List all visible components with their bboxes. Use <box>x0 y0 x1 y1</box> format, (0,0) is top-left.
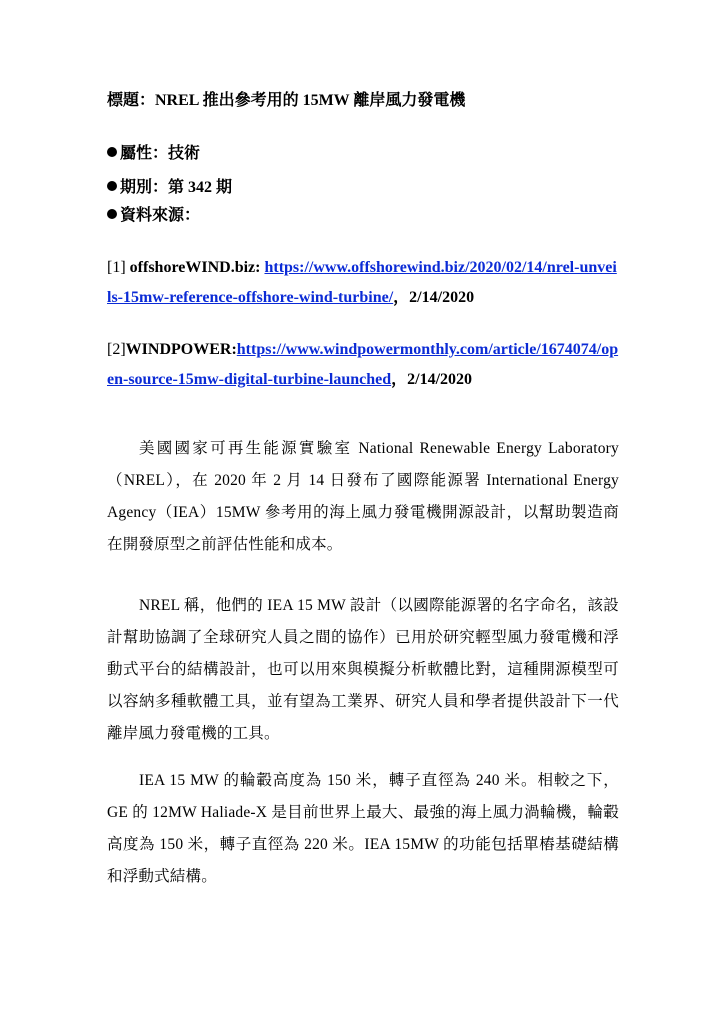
bullet-icon <box>107 181 117 191</box>
reference-1-link[interactable]: https://www.offshorewind.biz/2020/02/14/nrel-unveils-15mw-reference-offshore-wind-turbine/ <box>107 259 617 306</box>
reference-2 <box>107 335 619 395</box>
meta-attribute <box>107 141 619 167</box>
reference-1-index: [1] <box>107 259 126 276</box>
body-paragraph-2: NREL 稱，他們的 IEA 15 MW 設計（以國際能源署的名字命名，該設計幫助協調了全球研究人員之間的協作）已用於研究輕型風力發電機和浮動式平台的結構設計，也可以用來與模擬分析軟體比對，這種開源模型可以容納多種軟體工具，並有望為工業界、研究人員和學者提供設計下一代離岸風力發電機的工具。 <box>107 597 619 742</box>
reference-2-index: [2] <box>107 341 126 358</box>
body-paragraph-3: IEA 15 MW 的輪轂高度為 150 米，轉子直徑為 240 米。相較之下，GE 的 12MW Haliade-X 是目前世界上最大、最強的海上風力渦輪機，輪轂高度為 150 米，轉子直徑為 220 米。IEA 15MW 的功能包括單樁基礎結構和浮動式結構。 <box>107 772 619 885</box>
meta-source-heading-text: 資料來源： <box>120 207 201 224</box>
reference-2-date: ，2/14/2020 <box>391 371 473 388</box>
bullet-icon <box>107 209 117 219</box>
reference-1-date: ，2/14/2020 <box>393 289 475 306</box>
meta-source-heading <box>107 203 619 229</box>
meta-issue-text: 期別：第 342 期 <box>120 179 233 196</box>
reference-1 <box>107 253 619 313</box>
reference-2-link[interactable]: https://www.windpowermonthly.com/article/1674074/open-source-15mw-digital-turbine-launched <box>107 341 619 388</box>
reference-1-source: offshoreWIND.biz: <box>129 259 261 276</box>
meta-attribute-text: 屬性：技術 <box>120 145 201 162</box>
reference-2-source: WINDPOWER: <box>125 341 237 358</box>
body-paragraph-1: 美國國家可再生能源實驗室 National Renewable Energy Laboratory（NREL），在 2020 年 2 月 14 日發布了國際能源署 International Energy Agency（IEA）15MW 參考用的海上風力發電機開源設計，以幫助製造商在開發原型之前評估性能和成本。 <box>107 440 619 553</box>
bullet-icon <box>107 147 117 157</box>
meta-issue <box>107 175 619 201</box>
document-title: 標題：NREL 推出參考用的 15MW 離岸風力發電機 <box>107 92 466 109</box>
